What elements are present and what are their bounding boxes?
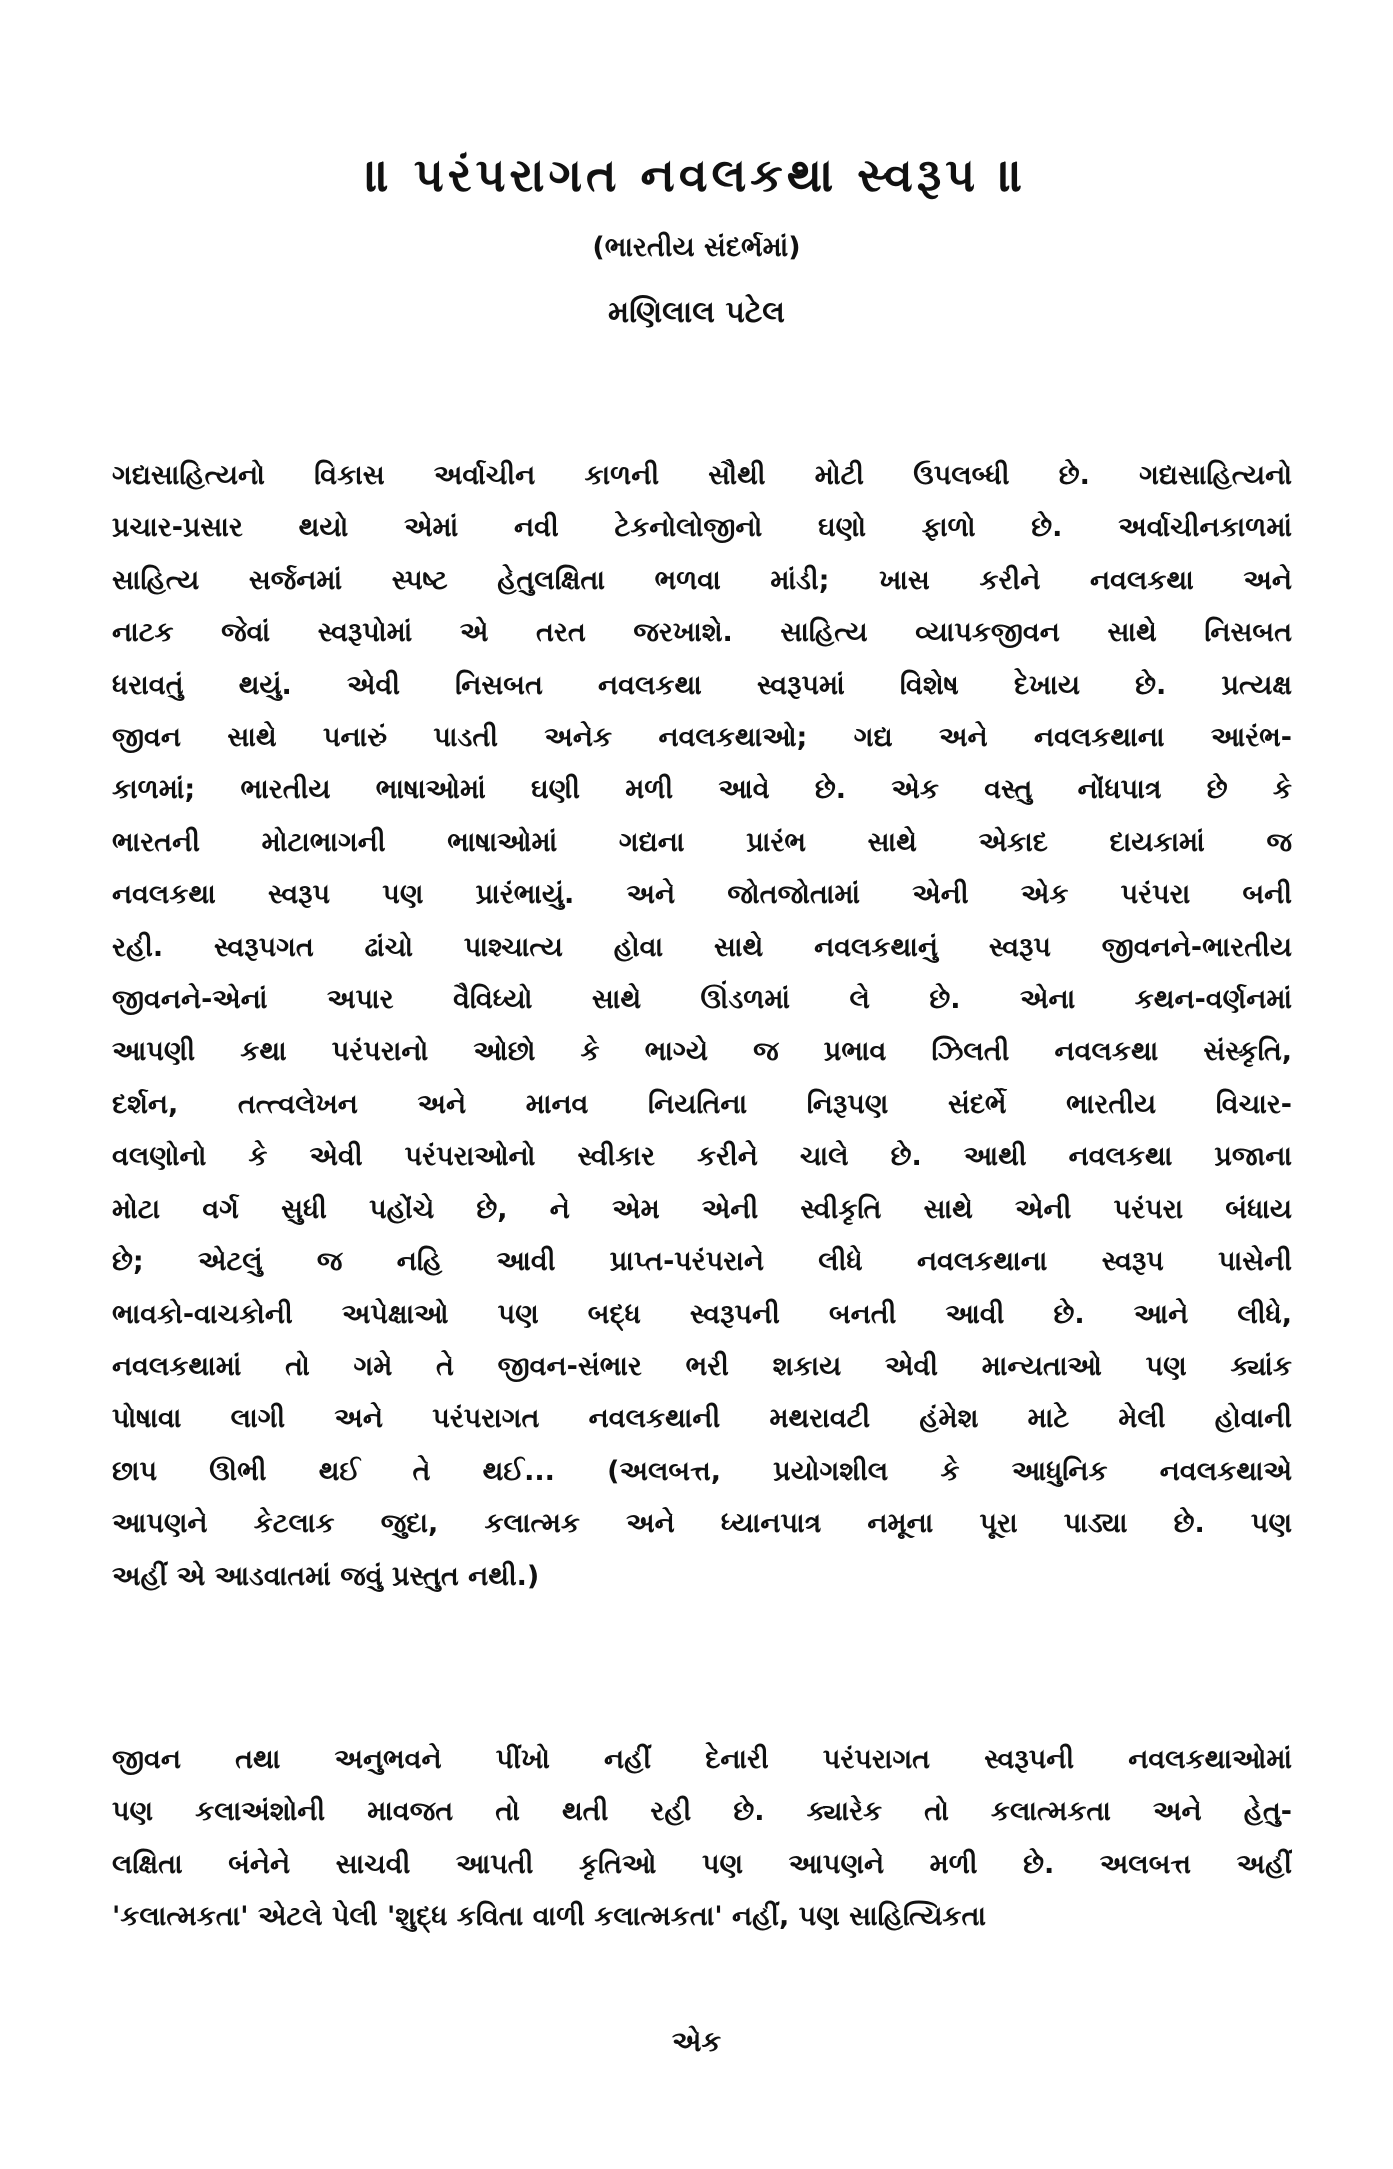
text-line: જીવન તથા અનુભવને પીંખો નહીં દેનારી પરંપરાગત સ્વરૂપની નવલકથાઓમાં bbox=[112, 1744, 1292, 1775]
page-number: એક bbox=[671, 2025, 722, 2058]
text-line: જીવનને-એનાં અપાર વૈવિધ્યો સાથે ઊંડળમાં લે છે. એના કથન-વર્ણનમાં bbox=[112, 984, 1292, 1016]
paragraph-1 bbox=[112, 450, 1292, 1603]
text-line: વલણોનો કે એવી પરંપરાઓનો સ્વીકાર કરીને ચાલે છે. આથી નવલકથા પ્રજાના bbox=[112, 1141, 1292, 1173]
text-line: જીવન સાથે પનારું પાડતી અનેક નવલકથાઓ; ગદ્ય અને નવલકથાના આરંભ- bbox=[112, 722, 1292, 754]
text-line: પણ કલાઅંશોની માવજત તો થતી રહી છે. ક્યારેક તો કલાત્મકતા અને હેતુ- bbox=[112, 1796, 1292, 1828]
text-line: ધરાવતું થયું. એવી નિસબત નવલકથા સ્વરૂપમાં વિશેષ દેખાય છે. પ્રત્યક્ષ bbox=[112, 669, 1292, 701]
text-line: પ્રચાર-પ્રસાર થયો એમાં નવી ટેકનોલોજીનો ઘણો ફાળો છે. અર્વાચીનકાળમાં bbox=[112, 512, 1292, 544]
text-line: 'કલાત્મકતા' એટલે પેલી 'શુદ્ધ કવિતા વાળી કલાત્મકતા' નહીં, પણ સાહિત્યિકતા bbox=[112, 1901, 987, 1933]
text-line: અહીં એ આડવાતમાં જવું પ્રસ્તુત નથી.) bbox=[112, 1560, 540, 1592]
text-line: સાહિત્ય સર્જનમાં સ્પષ્ટ હેતુલક્ષિતા ભળવા માંડી; ખાસ કરીને નવલકથા અને bbox=[112, 564, 1292, 596]
page-subtitle: (ભારતીય સંદર્ભમાં) bbox=[592, 232, 801, 263]
text-line: રહી. સ્વરૂપગત ઢાંચો પાશ્ચાત્ય હોવા સાથે નવલકથાનું સ્વરૂપ જીવનને-ભારતીય bbox=[112, 931, 1292, 963]
text-line: દર્શન, તત્ત્વલેખન અને માનવ નિયતિના નિરૂપણ સંદર્ભે ભારતીય વિચાર- bbox=[112, 1088, 1292, 1120]
text-line: કાળમાં; ભારતીય ભાષાઓમાં ઘણી મળી આવે છે. એક વસ્તુ નોંધપાત્ર છે કે bbox=[112, 774, 1292, 806]
text-line: ભાવકો-વાચકોની અપેક્ષાઓ પણ બદ્ધ સ્વરૂપની બનતી આવી છે. આને લીધે, bbox=[112, 1298, 1292, 1330]
text-line: મોટા વર્ગ સુધી પહોંચે છે, ને એમ એની સ્વીકૃતિ સાથે એની પરંપરા બંધાય bbox=[112, 1193, 1292, 1225]
author-name: મણિલાલ પટેલ bbox=[608, 295, 785, 330]
text-line: ગદ્યસાહિત્યનો વિકાસ અર્વાચીન કાળની સૌથી મોટી ઉપલબ્ધી છે. ગદ્યસાહિત્યનો bbox=[112, 460, 1292, 491]
paragraph-2 bbox=[112, 1734, 1292, 1944]
text-line: આપણી કથા પરંપરાનો ઓછો કે ભાગ્યે જ પ્રભાવ ઝિલતી નવલકથા સંસ્કૃતિ, bbox=[112, 1036, 1292, 1068]
text-line: નાટક જેવાં સ્વરૂપોમાં એ તરત જરખાશે. સાહિત્ય વ્યાપકજીવન સાથે નિસબત bbox=[112, 617, 1292, 649]
text-line: છે; એટલું જ નહિ આવી પ્રાપ્ત-પરંપરાને લીધે નવલકથાના સ્વરૂપ પાસેની bbox=[112, 1246, 1292, 1278]
text-line: પોષાવા લાગી અને પરંપરાગત નવલકથાની મથરાવટી હંમેશ માટે મેલી હોવાની bbox=[112, 1403, 1292, 1435]
text-line: લક્ષિતા બંનેને સાચવી આપતી કૃતિઓ પણ આપણને મળી છે. અલબત્ત અહીં bbox=[112, 1848, 1292, 1880]
text-line: નવલકથા સ્વરૂપ પણ પ્રારંભાયું. અને જોતજોતામાં એની એક પરંપરા બની bbox=[112, 879, 1292, 911]
page-title: ॥ પરંપરાગત નવલકથા સ્વરૂપ ॥ bbox=[365, 148, 1028, 202]
text-line: નવલકથામાં તો ગમે તે જીવન-સંભાર ભરી શકાય એવી માન્યતાઓ પણ ક્યાંક bbox=[112, 1350, 1292, 1382]
text-line: છાપ ઊભી થઈ તે થઈ... (અલબત્ત, પ્રયોગશીલ કે આધુનિક નવલકથાએ bbox=[112, 1455, 1292, 1487]
text-line: ભારતની મોટાભાગની ભાષાઓમાં ગદ્યના પ્રારંભ સાથે એકાદ દાયકામાં જ bbox=[112, 826, 1292, 858]
text-line: આપણને કેટલાક જુદા, કલાત્મક અને ધ્યાનપાત્ર નમૂના પૂરા પાડ્યા છે. પણ bbox=[112, 1508, 1292, 1540]
